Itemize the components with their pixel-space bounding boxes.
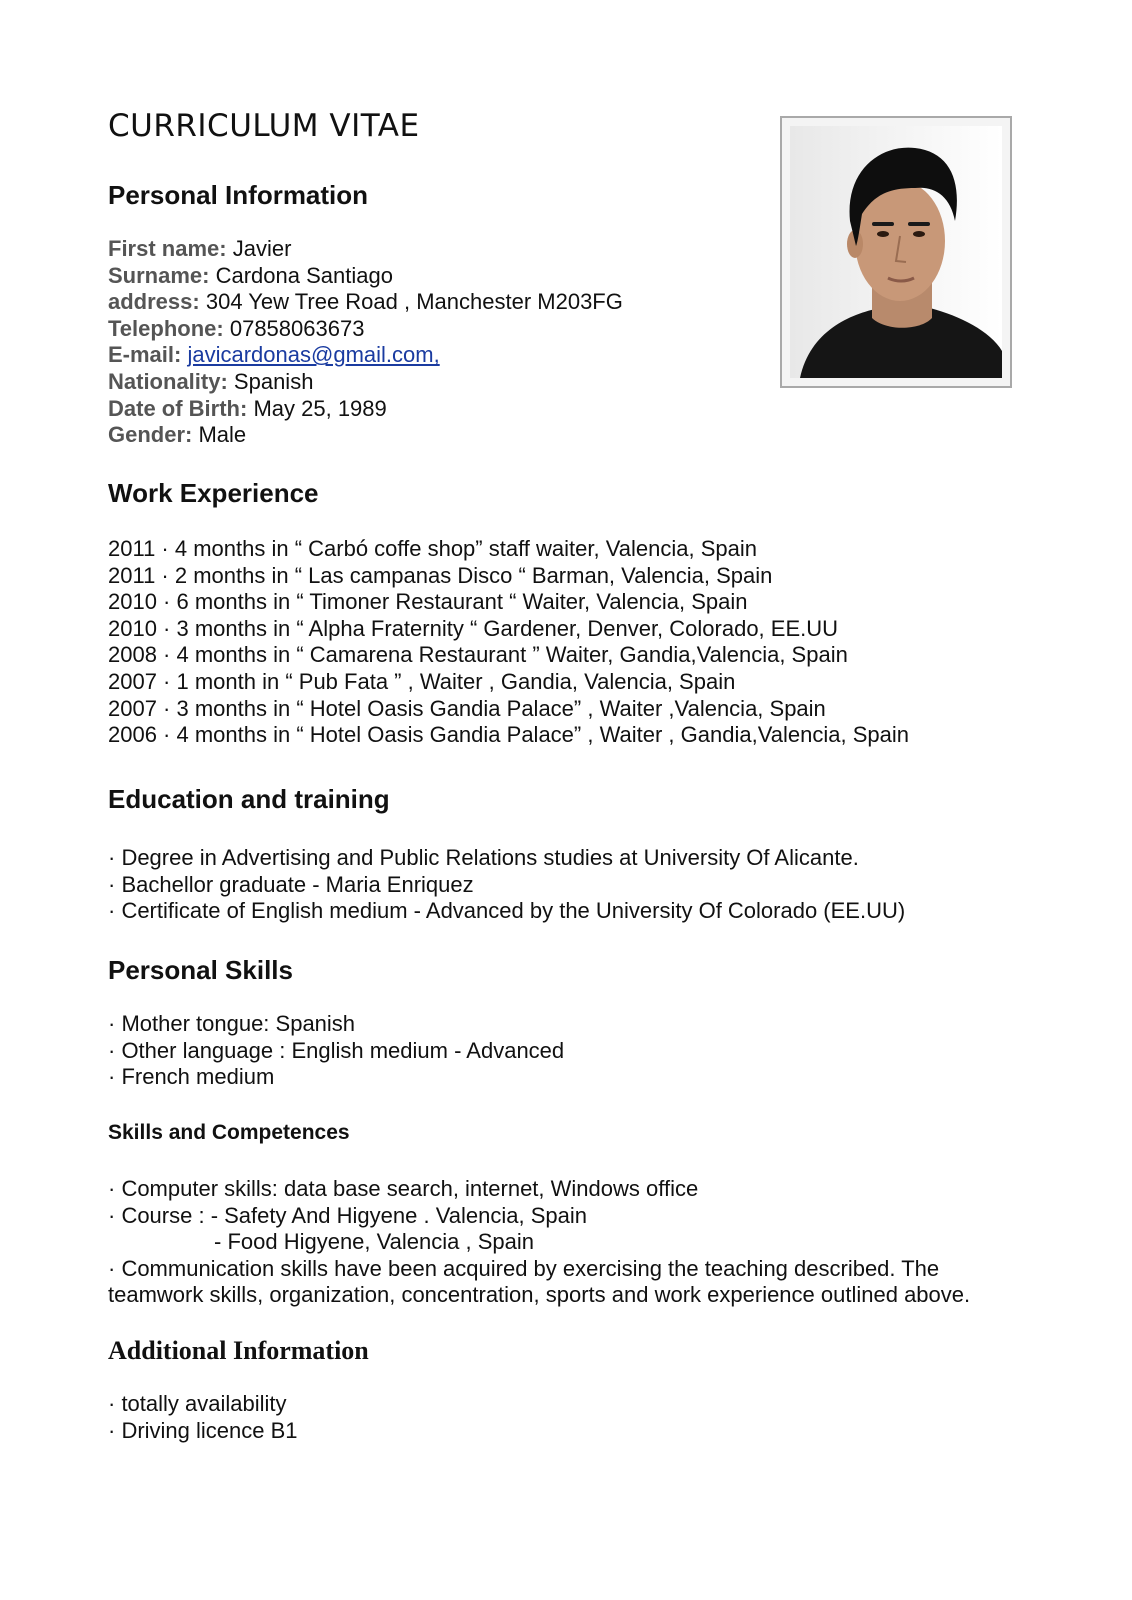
field-label: Date of Birth:	[108, 395, 248, 421]
skill-item: · French medium	[108, 1064, 275, 1090]
surname-row	[108, 263, 623, 290]
date-of-birth-row	[108, 396, 623, 423]
skill-item: · Other language : English medium - Advanced	[108, 1037, 565, 1063]
competence-line: · Course : - Safety And Higyene . Valencia, Spain	[108, 1202, 587, 1228]
competence-line: - Food Higyene, Valencia , Spain	[214, 1229, 534, 1255]
competence-line: · Communication skills have been acquired by exercising the teaching described. The	[108, 1255, 940, 1281]
additional-info-heading: Additional Information	[108, 1336, 369, 1365]
page-title: CURRICULUM VITAE	[108, 108, 420, 144]
work-experience-heading: Work Experience	[108, 478, 319, 508]
field-label: Nationality:	[108, 368, 228, 394]
field-label: Gender:	[108, 422, 193, 448]
field-label: Surname:	[108, 262, 210, 288]
personal-skills-heading: Personal Skills	[108, 955, 293, 985]
work-item: 2011 · 4 months in “ Carbó coffe shop” staff waiter, Valencia, Spain	[108, 536, 757, 561]
field-value: Javier	[232, 236, 292, 261]
field-label: Telephone:	[108, 315, 224, 341]
education-item: · Bachellor graduate - Maria Enriquez	[108, 871, 474, 897]
telephone-row	[108, 316, 623, 343]
competences-list	[108, 1176, 970, 1309]
field-value: May 25, 1989	[253, 395, 387, 421]
competence-line: teamwork skills, organization, concentration, sports and work experience outlined above.	[108, 1282, 971, 1308]
personal-skills-list	[108, 1011, 564, 1091]
gender-row	[108, 422, 623, 449]
field-value: 304 Yew Tree Road , Manchester M203FG	[205, 289, 623, 315]
email-row	[108, 342, 623, 369]
education-item: · Degree in Advertising and Public Relations studies at University Of Alicante.	[108, 845, 859, 870]
personal-info-list	[108, 236, 623, 449]
first-name-row	[108, 236, 623, 263]
education-list	[108, 845, 905, 925]
nationality-row	[108, 369, 623, 396]
field-label: First name:	[108, 236, 227, 261]
education-item: · Certificate of English medium - Advanced by the University Of Colorado (EE.UU)	[108, 898, 906, 924]
work-item: 2006 · 4 months in “ Hotel Oasis Gandia Palace” , Waiter , Gandia,Valencia, Spain	[108, 722, 909, 748]
field-value: Male	[198, 422, 247, 448]
additional-info-list	[108, 1391, 298, 1444]
skill-item: · Mother tongue: Spanish	[108, 1011, 356, 1036]
work-experience-list	[108, 536, 909, 749]
field-value: 07858063673	[229, 315, 365, 341]
address-row	[108, 289, 623, 316]
education-heading: Education and training	[108, 784, 390, 814]
field-value: Spanish	[233, 368, 314, 394]
work-item: 2010 · 6 months in “ Timoner Restaurant “ Waiter, Valencia, Spain	[108, 589, 748, 615]
competences-heading: Skills and Competences	[108, 1121, 350, 1144]
portrait-image	[790, 126, 1002, 378]
work-item: 2007 · 1 month in “ Pub Fata ” , Waiter , Gandia, Valencia, Spain	[108, 668, 736, 694]
field-label: E-mail:	[108, 342, 182, 368]
work-item: 2008 · 4 months in “ Camarena Restaurant ” Waiter, Gandia,Valencia, Spain	[108, 642, 848, 668]
work-item: 2010 · 3 months in “ Alpha Fraternity “ Gardener, Denver, Colorado, EE.UU	[108, 615, 839, 641]
competence-line: · Computer skills: data base search, internet, Windows office	[108, 1176, 699, 1201]
field-value: Cardona Santiago	[215, 262, 393, 288]
personal-info-heading: Personal Information	[108, 180, 369, 210]
additional-item: · totally availability	[108, 1391, 287, 1416]
field-label: address:	[108, 289, 200, 315]
email-link[interactable]: javicardonas@gmail.com,	[187, 342, 440, 368]
work-item: 2007 · 3 months in “ Hotel Oasis Gandia Palace” , Waiter ,Valencia, Spain	[108, 695, 826, 721]
additional-item: · Driving licence B1	[108, 1417, 298, 1443]
work-item: 2011 · 2 months in “ Las campanas Disco “ Barman, Valencia, Spain	[108, 562, 773, 588]
profile-photo	[780, 116, 1012, 388]
